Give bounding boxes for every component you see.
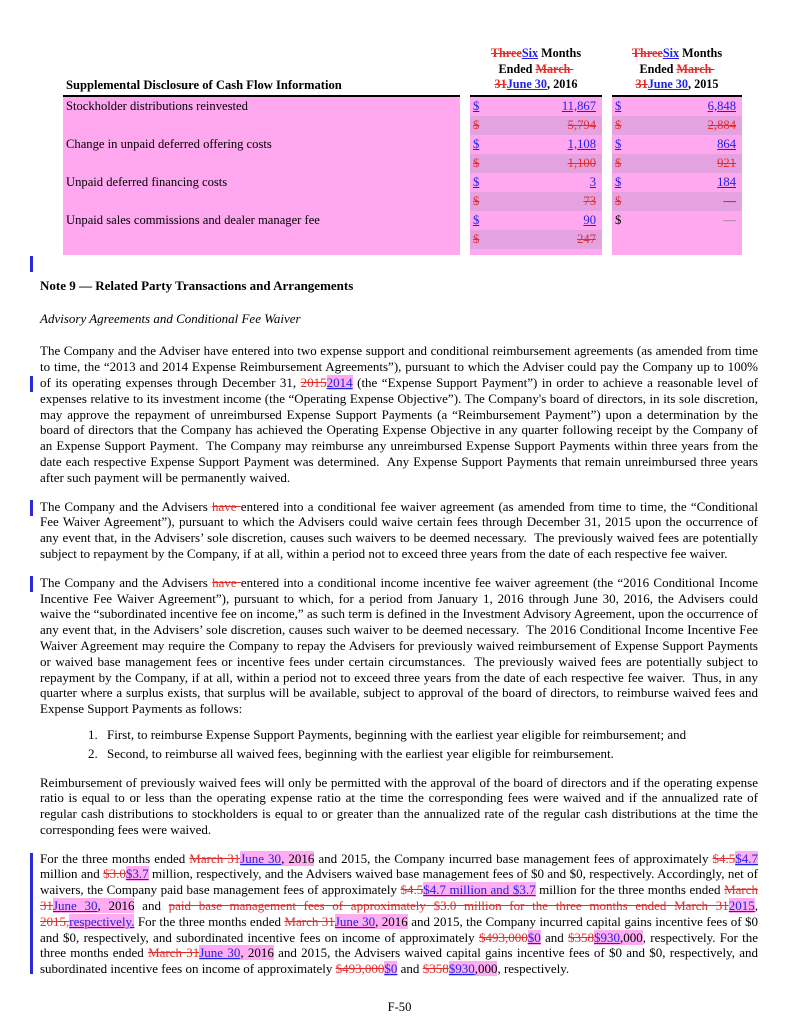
header-line: [470, 77, 602, 93]
paragraph-income-incentive-waiver: [40, 575, 758, 717]
inserted-text: 2014: [326, 374, 353, 390]
list-number: 1.: [88, 726, 98, 742]
dollar-sign: $: [615, 193, 622, 208]
amount: 73: [583, 193, 596, 208]
inserted-text: June 30: [240, 850, 282, 866]
column-gutter: [602, 173, 612, 192]
table-body: [63, 97, 742, 249]
padding-cell: [470, 249, 602, 255]
inserted-text: June 30: [506, 77, 547, 92]
amount: 6,848: [707, 98, 736, 113]
deleted-text: March 31: [189, 850, 241, 866]
header-line: [612, 46, 742, 62]
inserted-text: $3.7: [125, 866, 149, 882]
row-label: Change in unpaid deferred offering costs: [63, 135, 460, 154]
note-heading: Note 9 — Related Party Transactions and Arrangements: [40, 278, 758, 294]
inserted-text: June 30: [647, 77, 688, 92]
column-gutter: [460, 192, 470, 211]
dollar-sign: $: [473, 155, 480, 170]
dollar-sign: $: [473, 136, 480, 151]
header-line: [612, 62, 742, 78]
text-run: ,: [754, 898, 758, 914]
deleted-text: have: [212, 498, 241, 514]
table-row: [63, 211, 742, 230]
column-gutter: [460, 230, 470, 249]
deleted-text: 31: [494, 77, 507, 92]
column-gutter: [602, 116, 612, 135]
text-run: , 2016: [97, 898, 135, 914]
amount: 5,794: [567, 117, 596, 132]
cash-flow-table: [63, 46, 742, 255]
value-2016: [470, 230, 602, 249]
text-run: , 2016: [281, 850, 315, 866]
column-gutter: [602, 249, 612, 255]
text-run: Ended: [639, 61, 677, 76]
inserted-text: $0: [527, 929, 541, 945]
inserted-text: respectively.: [69, 913, 135, 929]
text-run: and 2015, the Company incurred base management fees of approximately: [314, 850, 713, 866]
reimbursement-list: [40, 727, 758, 762]
deleted-text: $493,000: [478, 929, 528, 945]
column-gutter: [602, 135, 612, 154]
value-2015: [612, 97, 742, 116]
paragraph-management-fees: [40, 851, 758, 977]
document-body: [40, 278, 758, 977]
deleted-text: March 31: [284, 913, 335, 929]
table-bottom-padding: [63, 249, 742, 255]
text-run: ,000: [474, 961, 498, 977]
text-run: For the three months ended: [40, 850, 190, 866]
inserted-text: $0: [384, 961, 398, 977]
table-row: [63, 173, 742, 192]
header-line: [470, 62, 602, 78]
deleted-text: March 31: [40, 882, 758, 914]
column-gutter: [602, 154, 612, 173]
inserted-text: Six: [521, 46, 539, 60]
column-gutter: [460, 135, 470, 154]
text-run: million for the three months ended: [535, 882, 725, 898]
value-2015: [612, 192, 742, 211]
deleted-text: $358: [568, 929, 595, 945]
paragraph-reimbursement-conditions: [40, 775, 758, 838]
column-gutter: [460, 211, 470, 230]
deleted-text: Three: [631, 46, 663, 60]
text-run: , 2016: [547, 77, 578, 92]
text-run: , respectively. For the three months ended: [40, 929, 758, 961]
row-label: Unpaid deferred financing costs: [63, 173, 460, 192]
list-item-1: [40, 727, 758, 743]
text-run: Reimbursement of previously waived fees will only be permitted with the approval of the board of directors and if the operating expense ratio is equal to or less than the operating expense ratio at the time the corresponding fees were waived and if the annualized rate of regular cash distributions to stockholders is equal to or greater than the annualized rate of the regular cash distributions at the time the corresponding fees were waived.: [40, 774, 758, 837]
column-header-2015: [612, 46, 742, 97]
amount: 11,867: [561, 98, 596, 113]
amount: 921: [717, 155, 736, 170]
text-run: , 2015: [688, 77, 719, 92]
deleted-text: $358: [422, 961, 449, 977]
amount: 864: [717, 136, 736, 151]
text-run: and 2015, the Company incurred capital gains incentive fees of $0 and $0, respectively, and subordinated incentive fees on income of approximately: [40, 913, 758, 945]
inserted-text: $4.7: [735, 850, 759, 866]
inserted-text: June 30: [53, 898, 98, 914]
padding-cell: [63, 249, 460, 255]
inserted-text: $4.7 million and $3.7: [423, 882, 536, 898]
value-2016: [470, 154, 602, 173]
row-label: [63, 116, 460, 135]
text-run: , 2016: [375, 913, 408, 929]
text-run: and: [540, 929, 569, 945]
column-gutter: [602, 192, 612, 211]
inserted-text: $930: [448, 961, 475, 977]
header-line: [470, 46, 602, 62]
table-row: [63, 154, 742, 173]
inserted-text: Six: [662, 46, 680, 60]
text-run: million, respectively, and the Advisers waived base management fees of $0 and $0, respectively. Accordingly, net of waivers, the Company paid base management fees of approximately: [40, 866, 758, 898]
value-2016: [470, 116, 602, 135]
row-label: Unpaid sales commissions and dealer manager fee: [63, 211, 460, 230]
column-gutter: [602, 230, 612, 249]
column-gutter: [460, 249, 470, 255]
dollar-sign: $: [615, 136, 622, 151]
dollar-sign: $: [615, 212, 622, 227]
text-run: and: [397, 961, 423, 977]
dollar-sign: $: [473, 193, 480, 208]
list-text: Second, to reimburse all waived fees, beginning with the earliest year eligible for reimbursement.: [107, 745, 614, 761]
deleted-text: $493,000: [335, 961, 385, 977]
column-gutter: [460, 116, 470, 135]
table-row: [63, 230, 742, 249]
page-number: F-50: [387, 1000, 412, 1014]
text-run: , respectively.: [497, 961, 570, 977]
dollar-sign: $: [615, 174, 622, 189]
deleted-text: March: [676, 61, 715, 76]
deleted-text: $4.5: [712, 850, 736, 866]
dollar-sign: $: [473, 174, 480, 189]
text-run: The Company and the Advisers: [40, 498, 213, 514]
deleted-text: paid base management fees of approximately $3.0 million for the three months ended March 31: [168, 898, 729, 914]
text-run: , 2016: [240, 945, 274, 961]
amount: —: [723, 212, 736, 227]
text-run: The Company and the Advisers: [40, 574, 213, 590]
row-label: [63, 154, 460, 173]
table-title-text: Supplemental Disclosure of Cash Flow Information: [66, 77, 342, 92]
value-2016: [470, 173, 602, 192]
table-header-row: [63, 46, 742, 97]
amount: —: [723, 193, 736, 208]
text-run: and: [134, 898, 169, 914]
table-row: [63, 135, 742, 154]
deleted-text: have: [212, 574, 241, 590]
text-run: Months: [538, 46, 582, 60]
column-gutter: [602, 211, 612, 230]
paragraph-expense-support: [40, 343, 758, 485]
table-row: [63, 116, 742, 135]
inserted-text: $930: [594, 929, 621, 945]
dollar-sign: $: [473, 231, 480, 246]
column-gutter: [460, 97, 470, 116]
deleted-text: Three: [490, 46, 522, 60]
section-subheading: Advisory Agreements and Conditional Fee Waiver: [40, 310, 301, 326]
text-run: million and: [40, 866, 104, 882]
value-2016: [470, 135, 602, 154]
dollar-sign: $: [473, 98, 480, 113]
list-item-2: [40, 746, 758, 762]
amount: 90: [583, 212, 596, 227]
text-run: Months: [679, 46, 723, 60]
table-row: [63, 192, 742, 211]
inserted-text: June 30: [199, 945, 241, 961]
value-2015: [612, 135, 742, 154]
value-2015: [612, 173, 742, 192]
column-gutter: [460, 173, 470, 192]
deleted-text: March: [535, 61, 574, 76]
column-gutter: [460, 154, 470, 173]
amount: 1,100: [567, 155, 596, 170]
row-label: [63, 192, 460, 211]
header-line: [612, 77, 742, 93]
padding-cell: [612, 249, 742, 255]
column-gutter: [602, 97, 612, 116]
amount: 2,884: [707, 117, 736, 132]
column-header-2016: [470, 46, 602, 97]
dollar-sign: $: [615, 117, 622, 132]
row-label: Stockholder distributions reinvested: [63, 97, 460, 116]
text-run: entered into a conditional income incentive fee waiver agreement (the “2016 Conditional Income Incentive Fee Waiver Agreement”), pursuant to which, for a period from January 1, 2016 through June 30, 2016, the Advisers could waive the “subordinated incentive fee on income,” as such term is defined in the Investment Advisory Agreement, upon the occurrence of any event that, in the Advisers’ sole discretion, causes such waiver to be deemed necessary. The 2016 Conditional Income Incentive Fee Waiver Agreement may require the Company to repay the Advisers for previously waived reimbursement of Expense Support Payments or waived base management fees or incentive fees under certain circumstances. The previously waived fees are potentially subject to repayment by the Company, if at all, within a period not to exceed three years from the date of each respective fee waiver. Thus, in any quarter where a surplus exists, that surplus will be available, subject to approval of the board of directors, to reimburse waived fees and Expense Support Payments as follows:: [40, 574, 758, 717]
deleted-text: 2015: [300, 374, 327, 390]
amount: 184: [717, 174, 736, 189]
value-2015: [612, 230, 742, 249]
text-run: entered into a conditional fee waiver agreement (as amended from time to time, the “Conditional Fee Waiver Agreement”), pursuant to which the Advisers could waive certain fees through December 31, 2015 upon the occurrence of any event that, in the Advisers’ sole discretion, causes such waivers to be deemed necessary. The previously waived fees are potentially subject to repayment by the Company, if at all, within a period not to exceed three years from the date of each respective fee waiver.: [40, 498, 758, 561]
paragraph-conditional-fee-waiver: [40, 499, 758, 562]
list-text: First, to reimburse Expense Support Payments, beginning with the earliest year eligible for reimbursement; and: [107, 726, 687, 742]
deleted-text: $4.5: [400, 882, 424, 898]
text-run: (the “Expense Support Payment”) in order to achieve a reasonable level of expenses relative to its investment income (the “Operating Expense Objective”). The Company's board of directors, in its sole discretion, may approve the repayment of unreimbursed Expense Support Payments (a “Reimbursement Payment”) upon a determination by the board of directors that the Company has achieved the Operating Expense Objective in any quarter following receipt by the Company of an Expense Support Payment. The Company may reimburse any unreimbursed Expense Support Payments within three years from the date each respective Expense Support Payment was determined. Any Expense Support Payments that remain unreimbursed three years after such payment will be permanently waived.: [40, 374, 758, 485]
dollar-sign: $: [473, 212, 480, 227]
amount: 1,108: [567, 136, 596, 151]
value-2015: [612, 154, 742, 173]
amount: 247: [577, 231, 596, 246]
dollar-sign: $: [615, 155, 622, 170]
value-2016: [470, 211, 602, 230]
inserted-text: June 30: [334, 913, 376, 929]
deleted-text: 2015,: [40, 913, 70, 929]
text-run: ,000: [620, 929, 643, 945]
dollar-sign: $: [473, 117, 480, 132]
dollar-sign: $: [615, 98, 622, 113]
deleted-text: March 31: [148, 945, 200, 961]
table-row: [63, 97, 742, 116]
text-run: The Company and the Adviser have entered into two expense support and conditional reimbursement agreements (as amended from time to time, the “2013 and 2014 Expense Reimbursement Agreements”), pursuant to which the Adviser could pay the Company up to 100% of its operating expenses through December 31,: [40, 343, 758, 390]
table-title: [63, 46, 460, 97]
value-2015: [612, 211, 742, 230]
value-2016: [470, 192, 602, 211]
deleted-text: 31: [635, 77, 648, 92]
inserted-text: 2015: [728, 898, 755, 914]
text-run: Ended: [498, 61, 536, 76]
list-number: 2.: [88, 745, 98, 761]
value-2015: [612, 116, 742, 135]
value-2016: [470, 97, 602, 116]
text-run: and 2015, the Advisers waived capital gains incentive fees of $0 and $0, respectively, and subordinated incentive fees on income of approximately: [40, 945, 758, 977]
deleted-text: $3.0: [103, 866, 126, 882]
text-run: For the three months ended: [134, 913, 285, 929]
row-label: [63, 230, 460, 249]
amount: 3: [589, 174, 596, 189]
